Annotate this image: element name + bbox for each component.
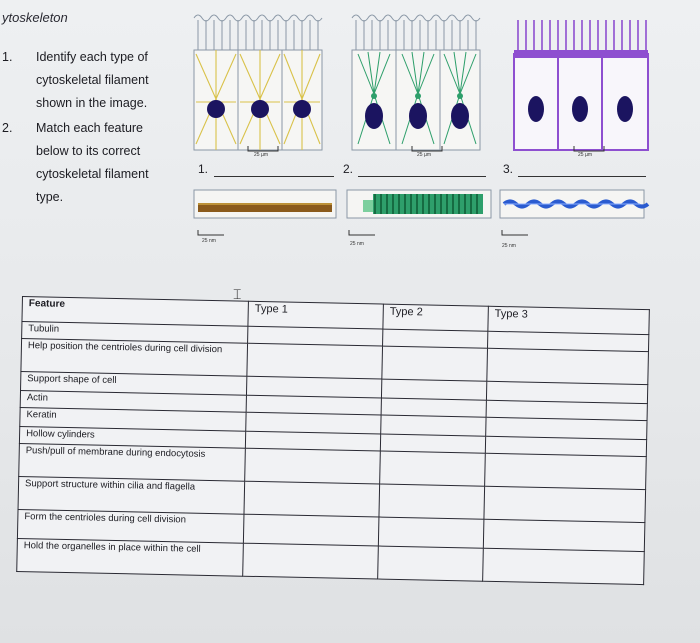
feature-cell: Tubulin <box>22 322 248 344</box>
type-2-cell[interactable] <box>381 398 486 417</box>
cell-group-2 <box>352 15 480 150</box>
type-2-cell[interactable] <box>380 434 485 453</box>
filament-3 <box>500 190 648 235</box>
instructions <box>2 46 177 209</box>
blank-label-2: 2. <box>343 162 354 176</box>
type-2-cell[interactable] <box>383 329 488 348</box>
feature-cell: Form the centrioles during cell division <box>17 509 244 543</box>
type-2-cell[interactable] <box>380 451 486 486</box>
instruction-number: 1. <box>2 50 13 64</box>
type-3-cell[interactable] <box>485 453 647 489</box>
instruction-text: Match each feature below to its correct cytoskeletal filament type. <box>36 121 149 204</box>
instruction-number: 2. <box>2 121 13 135</box>
filament-2 <box>347 190 491 235</box>
feature-cell: Keratin <box>20 407 246 431</box>
blank-label-1: 1. <box>198 162 209 176</box>
cell-group-3 <box>514 20 648 150</box>
header-type-2: Type 2 <box>383 304 489 331</box>
type-2-cell[interactable] <box>381 379 486 400</box>
feature-cell: Hold the organelles in place within the cell <box>17 538 244 576</box>
type-3-cell[interactable] <box>487 348 649 384</box>
feature-cell: Push/pull of membrane during endocytosis <box>19 443 246 481</box>
type-1-cell[interactable] <box>245 448 381 484</box>
filament-1 <box>194 190 336 235</box>
blank-line-3[interactable] <box>518 176 646 177</box>
header-feature: Feature <box>22 297 248 327</box>
header-type-1: Type 1 <box>248 301 383 329</box>
type-2-cell[interactable] <box>378 546 484 581</box>
instruction-2 <box>2 117 177 209</box>
scale-label: 25 µm <box>578 152 592 158</box>
scale-label: 25 nm <box>350 241 364 247</box>
page-title: ytoskeleton <box>2 10 68 25</box>
feature-table <box>16 296 650 585</box>
type-1-cell[interactable] <box>244 481 380 517</box>
cell-illustrations <box>190 14 670 164</box>
feature-cell: Support shape of cell <box>21 371 247 395</box>
cell-group-1 <box>194 15 322 150</box>
filament-illustrations <box>190 186 660 246</box>
feature-cell: Support structure within cilia and flagella <box>18 476 245 514</box>
scale-label: 25 µm <box>417 152 431 158</box>
text-cursor-icon: ⌶ <box>233 286 242 302</box>
type-1-cell[interactable] <box>243 514 379 546</box>
type-2-cell[interactable] <box>382 346 488 381</box>
type-1-cell[interactable] <box>247 343 383 379</box>
feature-cell: Hollow cylinders <box>19 426 245 448</box>
feature-cell: Help position the centrioles during cell division <box>21 339 248 377</box>
blank-label-3: 3. <box>503 162 514 176</box>
type-2-cell[interactable] <box>381 415 486 436</box>
instruction-text: Identify each type of cytoskeletal filament shown in the image. <box>36 50 149 110</box>
scale-label: 25 µm <box>254 152 268 158</box>
header-type-3: Type 3 <box>488 306 649 334</box>
type-3-cell[interactable] <box>483 519 645 551</box>
type-3-cell[interactable] <box>483 548 645 584</box>
scale-label: 25 nm <box>502 243 516 249</box>
instruction-1 <box>2 46 177 115</box>
type-3-cell[interactable] <box>484 486 646 522</box>
type-2-cell[interactable] <box>378 517 484 548</box>
blank-line-2[interactable] <box>358 176 486 177</box>
feature-cell: Actin <box>20 390 246 412</box>
type-1-cell[interactable] <box>243 543 379 579</box>
blank-line-1[interactable] <box>214 176 334 177</box>
type-2-cell[interactable] <box>379 484 485 519</box>
scale-label: 25 nm <box>202 238 216 244</box>
